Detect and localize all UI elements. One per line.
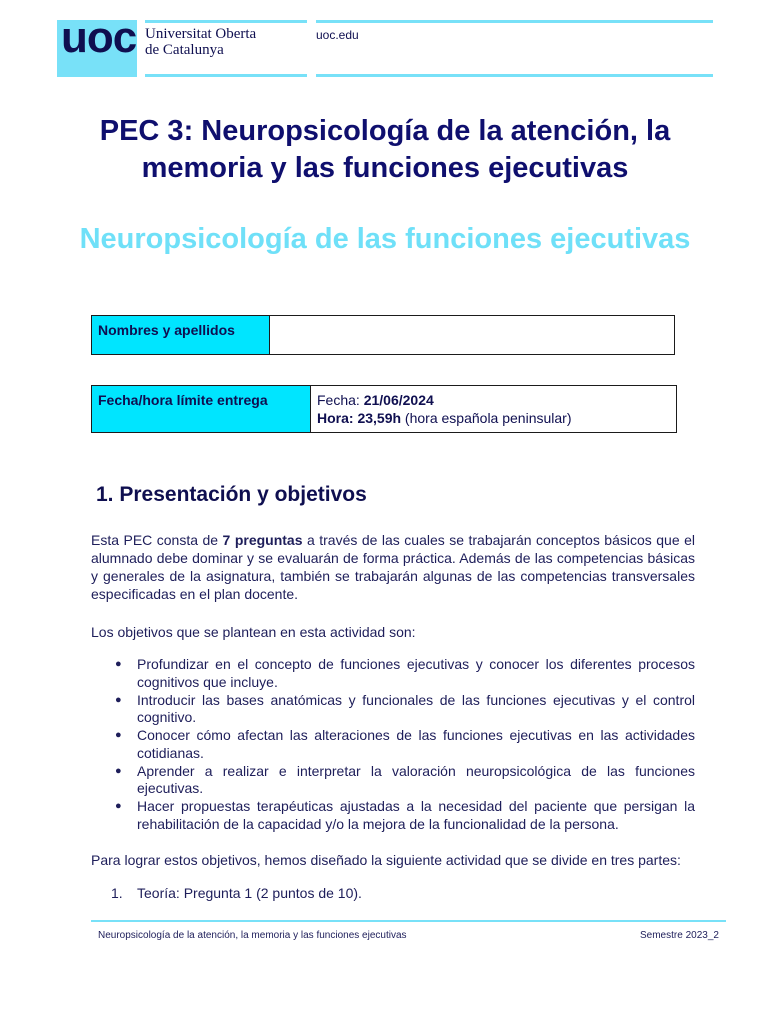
bullet-icon: ● [115, 658, 122, 670]
parts-list [91, 884, 695, 902]
list-item: ● Conocer cómo afectan las alteraciones de las funciones ejecutivas en las actividades cotidianas. [115, 727, 695, 761]
page-subtitle: Neuropsicología de las funciones ejecutivas [79, 223, 691, 255]
bullet-icon: ● [115, 729, 122, 741]
header-rule-bottom-left [145, 74, 307, 77]
section-heading: 1. Presentación y objetivos [96, 483, 367, 506]
deadline-date: Fecha: 21/06/2024 [317, 392, 434, 408]
footer-course: Neuropsicología de la atención, la memoria y las funciones ejecutivas [98, 930, 407, 941]
list-item: ● Introducir las bases anatómicas y funcionales de las funciones ejecutivas y el control cognitivo. [115, 691, 695, 725]
deadline-time: Hora: 23,59h (hora española peninsular) [317, 410, 572, 426]
bullet-icon: ● [115, 800, 122, 812]
site-link[interactable]: uoc.edu [316, 28, 359, 42]
bullet-icon: ● [115, 764, 122, 777]
header-rule-top-left [145, 20, 307, 23]
list-item: ● Profundizar en el concepto de funciones ejecutivas y conocer los diferentes procesos cognitivos que incluye. [115, 656, 695, 690]
header-rule-top-right [316, 20, 713, 23]
uoc-logo [57, 20, 137, 77]
university-name: Universitat Oberta de Catalunya [145, 26, 257, 58]
deadline-table [91, 385, 677, 433]
list-item: ● Hacer propuestas terapéuticas ajustadas a la necesidad del paciente que persigan la rehabilitación de la capacidad y/o la mejora de la funcionalidad de la persona. [115, 798, 695, 832]
deadline-label: Fecha/hora límite entrega [92, 386, 311, 432]
list-item: 1. Teoría: Pregunta 1 (2 puntos de 10). [111, 885, 362, 901]
name-value-field[interactable] [270, 316, 674, 354]
logo-text: uoc [61, 20, 137, 62]
objectives-list [91, 656, 695, 834]
activity-intro: Para lograr estos objetivos, hemos diseñado la siguiente actividad que se divide en tres partes: [91, 852, 681, 868]
header-rule-bottom-right [316, 74, 713, 77]
page-title: PEC 3: Neuropsicología de la atención, la memoria y las funciones ejecutivas [99, 115, 671, 184]
name-table [91, 315, 675, 355]
intro-paragraph: Esta PEC consta de 7 preguntas a través de las cuales se trabajarán conceptos básicos que el alumnado debe dominar y se evaluarán de forma práctica. Además de las competencias básicas y generales de la asignatura, también se trabajarán algunas de las competencias transversales especificadas en el plan docente. [91, 532, 695, 602]
list-item: ● Aprender a realizar e interpretar la valoración neuropsicológica de las funciones ejecutivas. [115, 762, 695, 796]
footer-rule [91, 920, 726, 922]
bullet-icon: ● [115, 693, 122, 706]
deadline-value [311, 386, 676, 432]
footer-semester: Semestre 2023_2 [640, 930, 719, 941]
name-label: Nombres y apellidos [92, 316, 270, 354]
objectives-intro: Los objetivos que se plantean en esta actividad son: [91, 624, 416, 640]
